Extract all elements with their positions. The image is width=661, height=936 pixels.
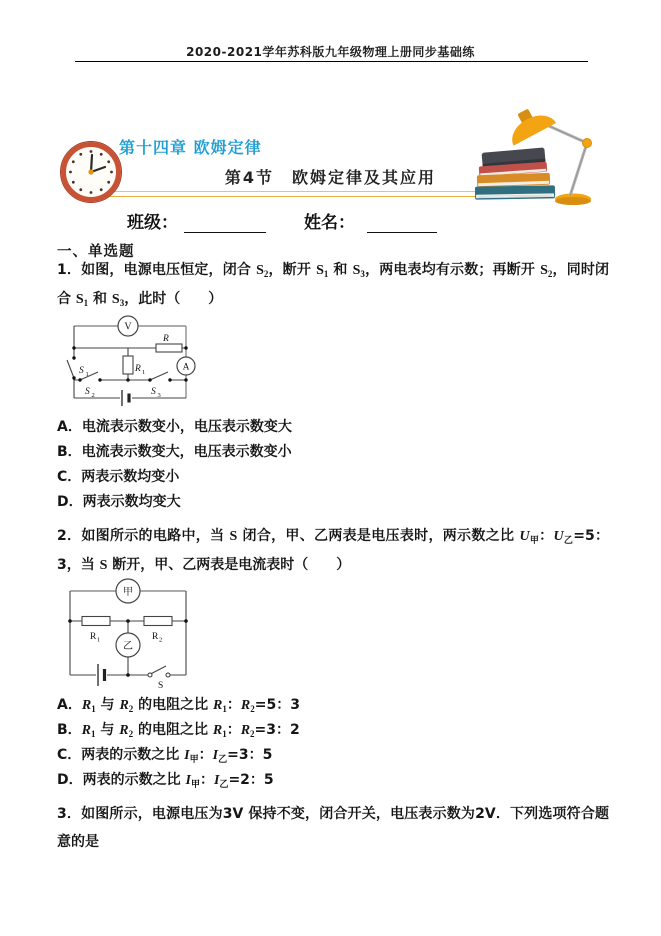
class-blank-line <box>184 213 266 233</box>
svg-text:3: 3 <box>157 392 161 399</box>
header-divider <box>75 61 588 62</box>
option-a: A．电流表示数变小，电压表示数变大 <box>57 419 292 435</box>
question-1-text: 1．如图，电源电压恒定，闭合 $S_2$，断开 $S_1$ 和 $S_3$，两电表均有示数；再断开 $S_2$，同时闭合 $S_1$ 和 $S_3$，此时（ ） <box>57 262 610 308</box>
resistor-R <box>156 344 182 352</box>
chapter-title: 第十四章 欧姆定律 <box>119 138 262 157</box>
resistor-R2-label: R <box>152 632 159 642</box>
resistor-R1 <box>82 617 110 626</box>
option-d: D．两表的示数之比 $I_甲$：$I_乙=2$：5 <box>57 772 274 789</box>
name-blank-line <box>367 213 437 233</box>
resistor-R1 <box>123 356 133 374</box>
switch-s1-label: S <box>79 366 84 376</box>
svg-text:2: 2 <box>159 636 163 644</box>
switch-s3-blade <box>150 372 168 380</box>
switch-s-label: S <box>158 681 164 691</box>
option-d: D．两表示数均变大 <box>57 494 181 510</box>
resistor-R2 <box>144 617 172 626</box>
lamp-shade <box>501 100 556 145</box>
switch-terminal <box>166 673 170 677</box>
svg-text:1: 1 <box>142 369 146 376</box>
voltmeter-label: V <box>124 321 132 333</box>
resistor-R1-label: R <box>90 632 97 642</box>
switch-terminal <box>148 673 152 677</box>
battery-icon <box>98 664 105 686</box>
question-1-options <box>57 415 609 515</box>
resistor-R-label: R <box>163 334 169 344</box>
option-b: B．$R_1$ 与 $R_2$ 的电阻之比 $R_1$：$R_2=3$：2 <box>57 722 300 739</box>
switch-s2-label: S <box>85 387 90 397</box>
circuit-diagram-q2 <box>62 577 194 691</box>
switch-s1-blade <box>67 360 74 378</box>
alarm-clock-icon <box>58 138 124 204</box>
question-2-options <box>57 693 609 793</box>
class-label: 班级： <box>127 213 178 232</box>
switch-s3-label: S <box>151 387 156 397</box>
question-2-text: 2．如图所示的电路中，当 S 闭合，甲、乙两表是电压表时，两示数之比 $U_甲$：$U_乙=5$：3，当 S 断开，甲、乙两表是电流表时（ ） <box>57 528 609 573</box>
ammeter-label: A <box>182 362 190 373</box>
question-3-text: 3．如图所示，电源电压为3V 保持不变，闭合开关，电压表示数为2V．下列选项符合题意的是 <box>57 806 609 850</box>
section-heading: 一、单选题 <box>57 244 135 260</box>
meter-yi-label: 乙 <box>123 641 133 652</box>
book-stack-icon <box>475 147 555 199</box>
meter-jia-label: 甲 <box>123 587 133 598</box>
option-c: C．两表示数均变小 <box>57 469 180 485</box>
circuit-diagram-q1 <box>64 314 196 408</box>
books-and-desk-lamp <box>466 97 614 217</box>
svg-text:1: 1 <box>97 636 101 644</box>
option-c: C．两表的示数之比 $I_甲$：$I_乙=3$：5 <box>57 747 273 764</box>
svg-text:2: 2 <box>91 392 95 399</box>
page-header-text: 2020-2021学年苏科版九年级物理上册同步基础练 <box>186 45 475 59</box>
section-title: 第4节 欧姆定律及其应用 <box>224 168 437 187</box>
battery-icon <box>122 390 129 406</box>
option-a: A．$R_1$ 与 $R_2$ 的电阻之比 $R_1$：$R_2=5$：3 <box>57 697 300 714</box>
class-name-row <box>127 208 437 233</box>
resistor-R1-label: R <box>135 364 141 374</box>
name-label: 姓名： <box>304 213 355 232</box>
option-b: B．电流表示数变大，电压表示数变小 <box>57 444 292 460</box>
svg-text:1: 1 <box>85 371 89 378</box>
switch-s-blade <box>152 666 167 674</box>
